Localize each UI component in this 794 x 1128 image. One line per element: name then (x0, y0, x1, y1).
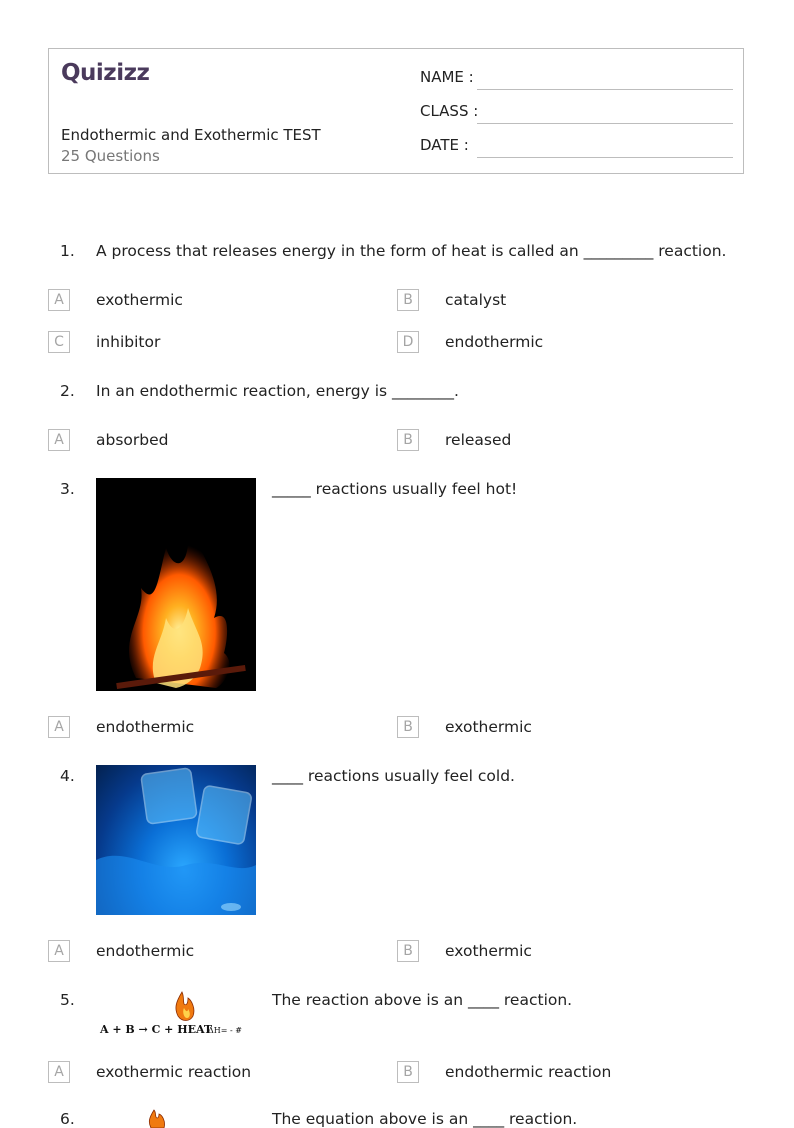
class-label: CLASS : (420, 102, 479, 120)
option-letter-box[interactable]: B (397, 940, 419, 962)
question-text: A process that releases energy in the form of heat is called an _________ reaction. (96, 242, 727, 260)
option-letter-box[interactable]: B (397, 716, 419, 738)
question-number: 4. (60, 767, 75, 785)
option-text: inhibitor (96, 333, 161, 351)
option-letter-box[interactable]: A (48, 940, 70, 962)
option-text: endothermic (96, 718, 195, 736)
option-text: exothermic (445, 942, 532, 960)
option-text: endothermic (445, 333, 544, 351)
equation-text: A + B → C + HEAT (100, 1023, 213, 1036)
date-field[interactable] (477, 157, 733, 158)
name-field[interactable] (477, 89, 733, 90)
equation-delta-h: ΔH= - # (208, 1026, 242, 1035)
option-letter-box[interactable]: A (48, 716, 70, 738)
question-count: 25 Questions (61, 147, 160, 165)
option-text: endothermic reaction (445, 1063, 612, 1081)
option-letter-box[interactable]: B (397, 429, 419, 451)
option-letter-box[interactable]: A (48, 429, 70, 451)
question-text: The reaction above is an ____ reaction. (272, 991, 573, 1009)
ice-cubes-image (96, 765, 256, 915)
question-number: 6. (60, 1110, 75, 1128)
option-letter-box[interactable]: A (48, 289, 70, 311)
option-text: catalyst (445, 291, 507, 309)
option-letter-box[interactable]: A (48, 1061, 70, 1083)
question-number: 3. (60, 480, 75, 498)
question-text: In an endothermic reaction, energy is ________. (96, 382, 459, 400)
class-field[interactable] (477, 123, 733, 124)
quizizz-logo-mark (61, 58, 151, 86)
worksheet-title: Endothermic and Exothermic TEST (61, 126, 321, 144)
flame-image (96, 1108, 256, 1128)
question-text: _____ reactions usually feel hot! (272, 480, 518, 498)
question-number: 1. (60, 242, 75, 260)
option-letter-box[interactable]: C (48, 331, 70, 353)
option-text: endothermic (96, 942, 195, 960)
option-letter-box[interactable]: D (397, 331, 419, 353)
question-number: 5. (60, 991, 75, 1009)
svg-text:Quizizz: Quizizz (61, 60, 150, 86)
option-text: exothermic reaction (96, 1063, 252, 1081)
option-text: exothermic (96, 291, 183, 309)
question-number: 2. (60, 382, 75, 400)
question-text: The equation above is an ____ reaction. (272, 1110, 578, 1128)
date-label: DATE : (420, 136, 469, 154)
worksheet-header (48, 48, 744, 174)
option-text: released (445, 431, 512, 449)
option-text: exothermic (445, 718, 532, 736)
option-text: absorbed (96, 431, 169, 449)
equation-image (96, 990, 256, 1038)
fire-image (96, 478, 256, 691)
name-label: NAME : (420, 68, 474, 86)
option-letter-box[interactable]: B (397, 1061, 419, 1083)
quizizz-logo (61, 58, 151, 92)
option-letter-box[interactable]: B (397, 289, 419, 311)
question-text: ____ reactions usually feel cold. (272, 767, 515, 785)
